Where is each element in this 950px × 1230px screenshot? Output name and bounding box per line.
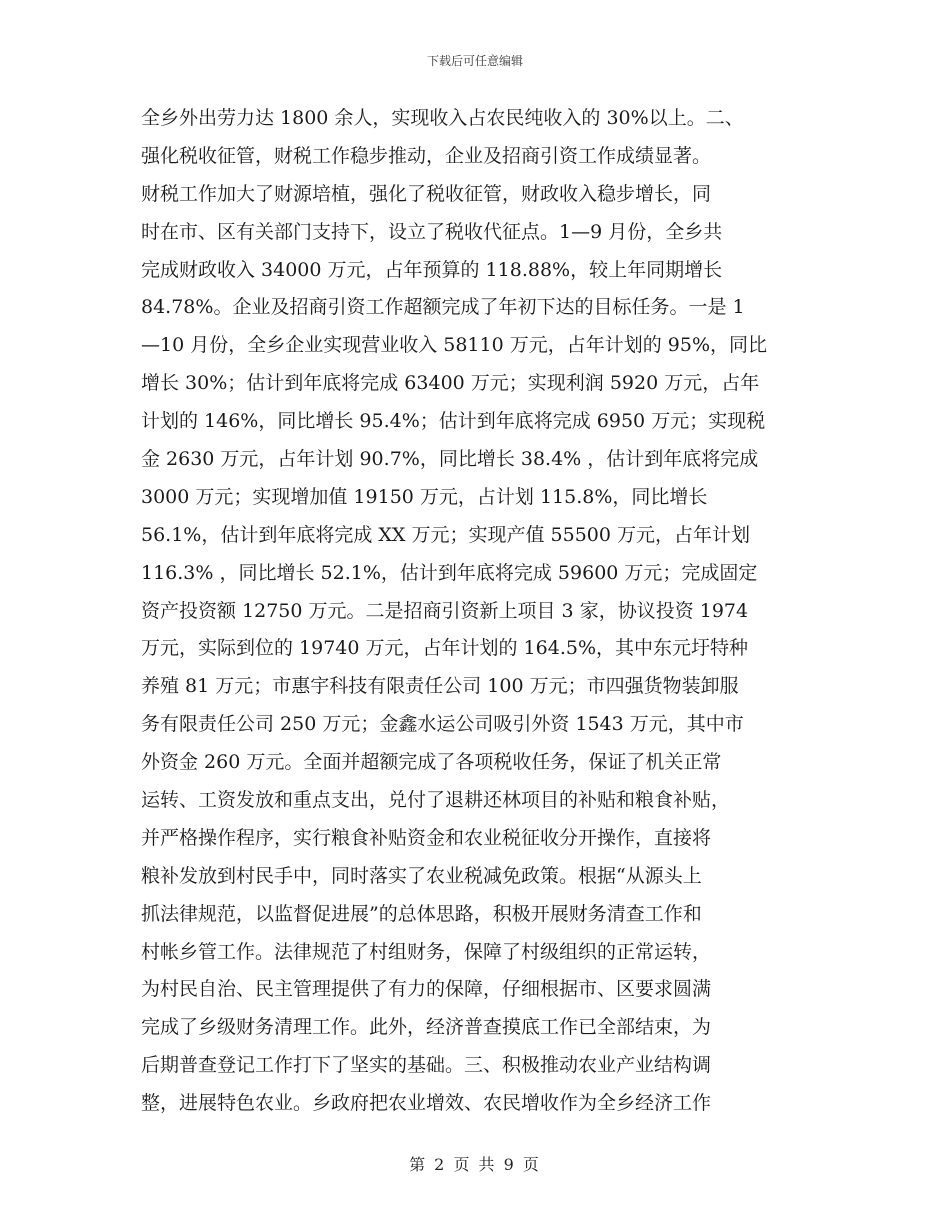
body-text bbox=[141, 100, 811, 1123]
text-line: 整，进展特色农业。乡政府把农业增效、农民增收作为全乡经济工作 bbox=[141, 1092, 712, 1115]
page-header-note: 下载后可任意编辑 bbox=[426, 54, 523, 68]
text-line: 增长 30%；估计到年底将完成 63400 万元；实现利润 5920 万元，占年 bbox=[141, 372, 760, 395]
text-line: 务有限责任公司 250 万元；金鑫水运公司吸引外资 1543 万元，其中市 bbox=[141, 713, 744, 736]
text-line: 84.78%。企业及招商引资工作超额完成了年初下达的目标任务。一是 1 bbox=[141, 296, 745, 319]
text-line: 完成了乡级财务清理工作。此外，经济普查摸底工作已全部结束，为 bbox=[141, 1016, 712, 1039]
text-line: 56.1%，估计到年底将完成 XX 万元；实现产值 55500 万元，占年计划 bbox=[141, 523, 751, 546]
text-line: 粮补发放到村民手中，同时落实了农业税减免政策。根据“从源头上 bbox=[141, 864, 702, 887]
text-line: 养殖 81 万元；市惠宇科技有限责任公司 100 万元；市四强货物装卸服 bbox=[141, 675, 739, 698]
text-line: 3000 万元；实现增加值 19150 万元，占计划 115.8%，同比增长 bbox=[141, 485, 708, 508]
text-line: 金 2630 万元，占年计划 90.7%，同比增长 38.4% ，估计到年底将完成 bbox=[141, 448, 759, 471]
text-line: 116.3% ，同比增长 52.1%，估计到年底将完成 59600 万元；完成固定 bbox=[141, 561, 758, 584]
text-line: 完成财政收入 34000 万元，占年预算的 118.88%，较上年同期增长 bbox=[141, 258, 723, 281]
text-line: 抓法律规范，以监督促进展”的总体思路，积极开展财务清查工作和 bbox=[141, 902, 702, 925]
text-line: 资产投资额 12750 万元。二是招商引资新上项目 3 家，协议投资 1974 bbox=[141, 599, 749, 622]
text-line: 外资金 260 万元。全面并超额完成了各项税收任务，保证了机关正常 bbox=[141, 751, 722, 774]
text-line: 村帐乡管工作。法律规范了村组财务，保障了村级组织的正常运转， bbox=[141, 940, 712, 963]
text-line: 并严格操作程序，实行粮食补贴资金和农业税征收分开操作，直接将 bbox=[141, 826, 712, 849]
text-line: —10 月份，全乡企业实现营业收入 58110 万元，占年计划的 95%，同比 bbox=[141, 334, 768, 357]
text-line: 强化税收征管，财税工作稳步推动，企业及招商引资工作成绩显著。 bbox=[141, 144, 712, 167]
text-line: 全乡外出劳力达 1800 余人，实现收入占农民纯收入的 30%以上。二、 bbox=[141, 107, 744, 129]
text-line: 万元，实际到位的 19740 万元，占年计划的 164.5%，其中东元圩特种 bbox=[141, 637, 749, 660]
text-line: 时在市、区有关部门支持下，设立了税收代征点。1—9 月份，全乡共 bbox=[141, 220, 723, 243]
text-line: 后期普查登记工作打下了坚实的基础。三、积极推动农业产业结构调 bbox=[141, 1054, 712, 1077]
text-line: 计划的 146%，同比增长 95.4%；估计到年底将完成 6950 万元；实现税 bbox=[141, 410, 766, 433]
text-line: 财税工作加大了财源培植，强化了税收征管，财政收入稳步增长，同 bbox=[141, 182, 712, 205]
text-line: 运转、工资发放和重点支出，兑付了退耕还林项目的补贴和粮食补贴， bbox=[141, 789, 731, 812]
page-number: 第 2 页 共 9 页 bbox=[409, 1155, 541, 1174]
text-line: 为村民自治、民主管理提供了有力的保障，仔细根据市、区要求圆满 bbox=[141, 978, 712, 1001]
